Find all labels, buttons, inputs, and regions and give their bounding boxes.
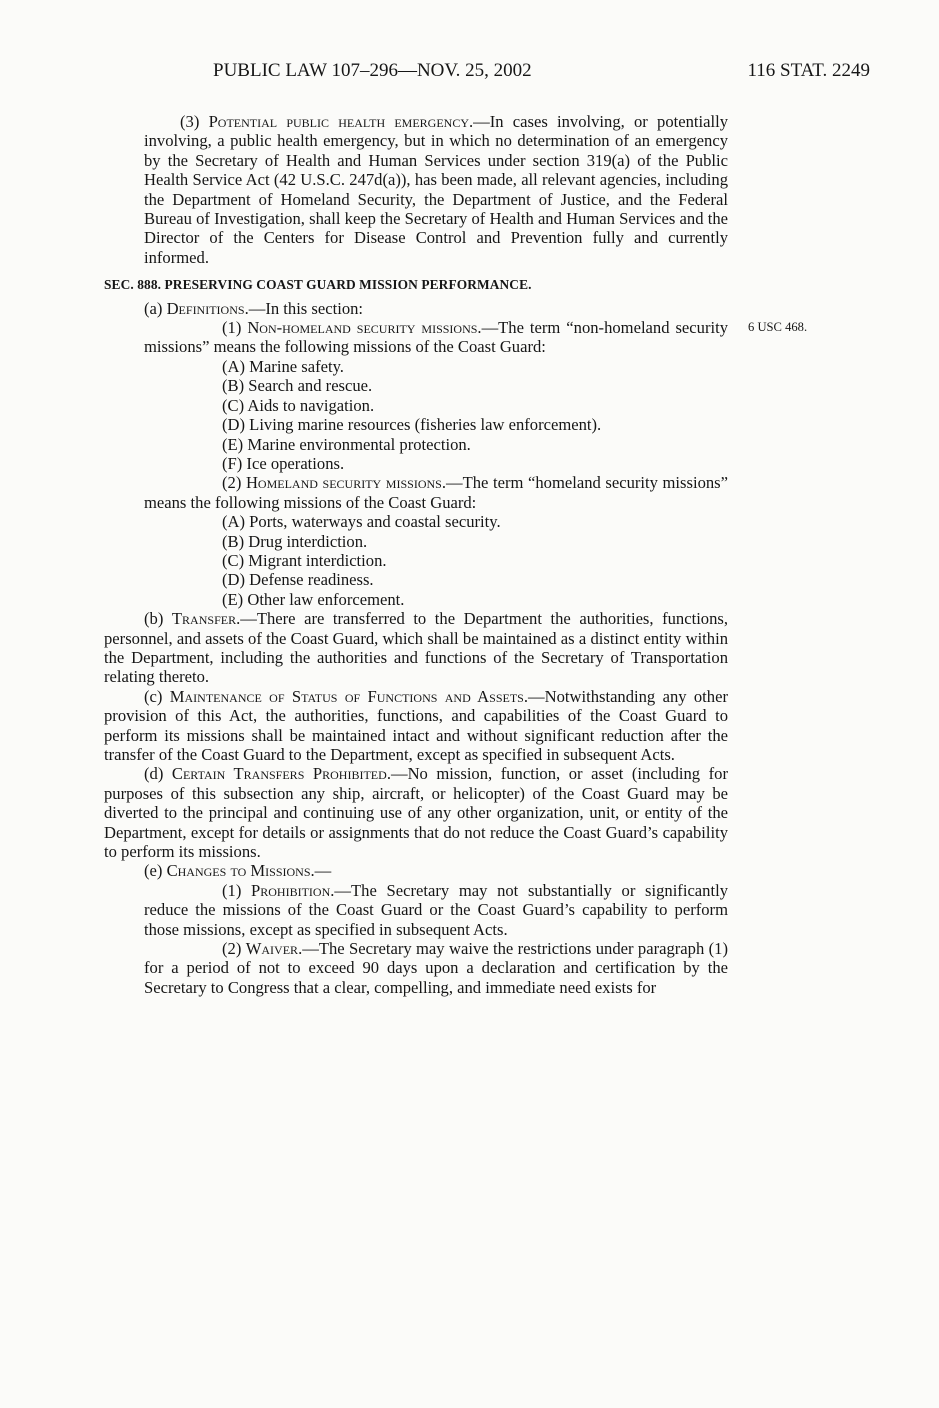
paragraph-a2: (2) Homeland security missions.—The term “homeland security missions” means the following missions of the Coast Guard: bbox=[144, 473, 728, 512]
subsection-d: (d) Certain Transfers Prohibited.—No mission, function, or asset (including for purposes of this subsection any ship, aircraft, or helicopter) of the Coast Guard may be diverted to the principal and continuing use of any other organization, unit, or entity of the Department, except for details or assignments that do not reduce the Coast Guard’s capability to perform its missions. bbox=[104, 764, 729, 862]
list-item: (E) Marine environmental protection. bbox=[222, 434, 471, 454]
subsection-a-heading: Definitions bbox=[166, 298, 245, 318]
subsection-e-heading: Changes to Missions bbox=[166, 861, 311, 881]
section-heading: SEC. 888. PRESERVING COAST GUARD MISSION PERFORMANCE. bbox=[104, 277, 532, 293]
subsection-b-body: There are transferred to the Department the authorities, functions, personnel, and assets of the Coast Guard, which shall be maintained as a distinct entity within the Department, including the authorities and functions of the Secretary of Transportation relating thereto. bbox=[104, 609, 729, 687]
list-item: (D) Defense readiness. bbox=[222, 570, 374, 590]
paragraph-e2: (2) Waiver.—The Secretary may waive the restrictions under paragraph (1) for a period of not to exceed 90 days upon a declaration and certification by the Secretary to Congress that a clear, compelling, and immediate need exists for bbox=[144, 939, 728, 997]
statute-page-number: 116 STAT. 2249 bbox=[747, 60, 870, 81]
list-item: (E) Other law enforcement. bbox=[222, 589, 405, 609]
paragraph-3-body: In cases involving, or potentially involving, a public health emergency, but in which no determination of an emergency by the Secretary of Health and Human Services under section 319(a) of the Public Health Service Act (42 U.S.C. 247d(a)), has been made, all relevant agencies, including the Department of Homeland Security, the Department of Justice, and the Federal Bureau of Investigation, shall keep the Secretary of Health and Human Services and the Director of the Centers for Disease Control and Prevention fully and currently informed. bbox=[144, 112, 729, 267]
list-item: (A) Marine safety. bbox=[222, 356, 344, 376]
homeland-missions-list bbox=[104, 512, 728, 609]
running-header bbox=[100, 60, 870, 84]
paragraph-a2-heading: Homeland security missions bbox=[245, 473, 442, 493]
list-item: (C) Migrant interdiction. bbox=[222, 550, 387, 570]
subsection-a: (a) Definitions.—In this section: bbox=[144, 298, 364, 318]
list-item: (D) Living marine resources (fisheries law enforcement). bbox=[222, 415, 602, 435]
subsection-d-body: No mission, function, or asset (including for purposes of this subsection any ship, aircraft, or helicopter) of the Coast Guard may be diverted to the principal and continuing use of any other organization, unit, or entity of the Department, except for details or assignments that do not reduce the Coast Guard’s capability to perform its missions. bbox=[104, 764, 729, 862]
list-item: (B) Search and rescue. bbox=[222, 376, 373, 396]
statute-body bbox=[104, 112, 728, 997]
subsection-d-heading: Certain Transfers Prohibited bbox=[171, 764, 387, 784]
subsection-b: (b) Transfer.—There are transferred to the Department the authorities, functions, personnel, and assets of the Coast Guard, which shall be maintained as a distinct entity within the Department, including the authorities and functions of the Secretary of Transportation relating thereto. bbox=[104, 609, 729, 687]
subsection-a-body: In this section: bbox=[265, 298, 364, 318]
paragraph-3: (3) Potential public health emergency.—In cases involving, or potentially involving, a public health emergency, but in which no determination of an emergency by the Secretary of Health and Human Services under section 319(a) of the Public Health Service Act (42 U.S.C. 247d(a)), has been made, all relevant agencies, including the Department of Homeland Security, the Department of Justice, and the Federal Bureau of Investigation, shall keep the Secretary of Health and Human Services and the Director of the Centers for Disease Control and Prevention fully and currently informed. bbox=[144, 112, 729, 267]
subsection-c: (c) Maintenance of Status of Functions and Assets.—Notwithstanding any other provision of this Act, the authorities, functions, and capabilities of the Coast Guard to perform its missions shall be maintained intact and without significant reduction after the transfer of the Coast Guard to the Department, except as specified in subsequent Acts. bbox=[104, 686, 728, 764]
paragraph-e1-body: The Secretary may not substantially or significantly reduce the missions of the Coast Guard or the Coast Guard’s capability to perform those missions, except as specified in subsequent Acts. bbox=[144, 880, 728, 939]
paragraph-e2-body: The Secretary may waive the restrictions under paragraph (1) for a period of not to exceed 90 days upon a declaration and certification by the Secretary to Congress that a clear, compelling, and immediate need exists for bbox=[144, 939, 728, 997]
paragraph-a1-body: The term “non-homeland security missions” means the following missions of the Coast Guard: bbox=[144, 318, 728, 357]
paragraph-a1-heading: Non-homeland security missions bbox=[247, 318, 478, 338]
paragraph-e2-heading: Waiver bbox=[245, 939, 299, 959]
non-homeland-missions-list bbox=[104, 357, 728, 473]
paragraph-3-heading: Potential public health emergency bbox=[208, 112, 469, 131]
list-item: (F) Ice operations. bbox=[222, 453, 345, 473]
subsection-e: (e) Changes to Missions.— bbox=[144, 861, 332, 881]
paragraph-e1: (1) Prohibition.—The Secretary may not substantially or significantly reduce the missions of the Coast Guard or the Coast Guard’s capability to perform those missions, except as specified in subsequent Acts. bbox=[144, 880, 728, 939]
paragraph-a2-body: The term “homeland security missions” means the following missions of the Coast Guard: bbox=[144, 473, 728, 512]
subsection-b-heading: Transfer bbox=[171, 609, 237, 629]
subsection-c-body: Notwithstanding any other provision of this Act, the authorities, functions, and capabilities of the Coast Guard to perform its missions shall be maintained intact and without significant reduction after the transfer of the Coast Guard to the Department, except as specified in subsequent Acts. bbox=[104, 686, 728, 764]
public-law-citation: PUBLIC LAW 107–296—NOV. 25, 2002 bbox=[213, 60, 532, 81]
paragraph-a1: (1) Non-homeland security missions.—The term “non-homeland security missions” means the following missions of the Coast Guard: bbox=[144, 318, 728, 357]
list-item: (C) Aids to navigation. bbox=[222, 395, 375, 415]
usc-margin-note: 6 USC 468. bbox=[748, 320, 808, 334]
list-item: (B) Drug interdiction. bbox=[222, 531, 368, 551]
list-item: (A) Ports, waterways and coastal security. bbox=[222, 512, 501, 532]
paragraph-e1-heading: Prohibition bbox=[251, 880, 331, 900]
subsection-c-heading: Maintenance of Status of Functions and Assets bbox=[169, 686, 524, 706]
